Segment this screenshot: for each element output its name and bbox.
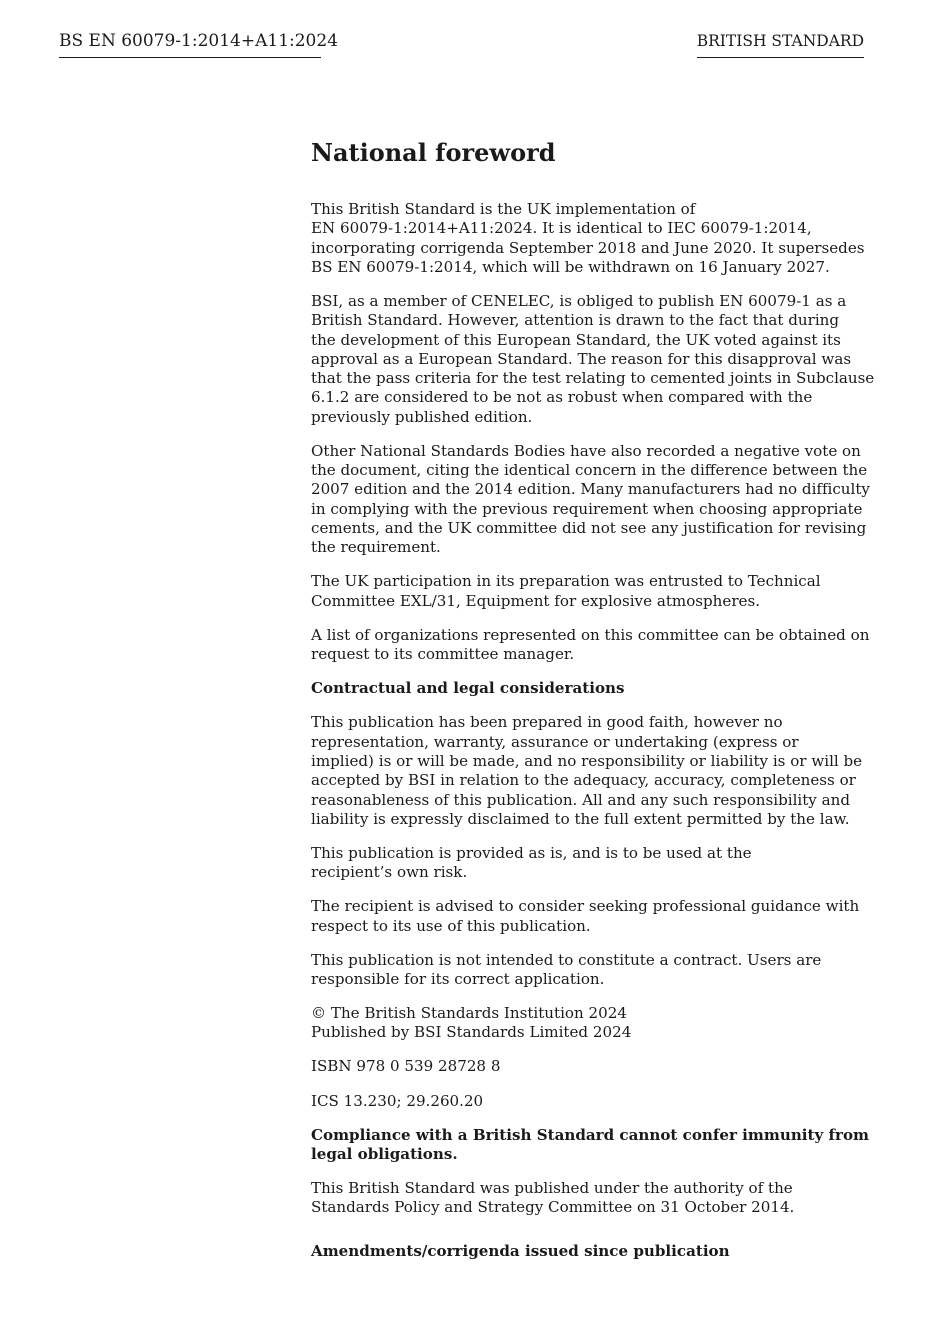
text-line: Amendments/corrigenda issued since publication <box>311 1241 730 1260</box>
text-line: This British Standard was published under the authority of the <box>311 1179 793 1198</box>
text-line: ICS 13.230; 29.260.20 <box>311 1091 484 1110</box>
text-line: recipient’s own risk. <box>311 863 468 882</box>
paragraph <box>311 1004 867 1043</box>
paragraph <box>311 441 870 558</box>
text-line: Contractual and legal considerations <box>311 679 625 698</box>
header-publisher-label: BRITISH STANDARD <box>697 31 864 58</box>
text-line: © The British Standards Institution 2024 <box>311 1004 627 1023</box>
paragraph <box>311 1057 867 1076</box>
foreword-content <box>311 138 875 1276</box>
section-heading <box>311 679 867 698</box>
text-line: incorporating corrigenda September 2018 and June 2020. It supersedes <box>311 238 865 257</box>
paragraph <box>311 572 867 611</box>
text-line: The recipient is advised to consider seeking professional guidance with <box>311 897 860 916</box>
text-line: respect to its use of this publication. <box>311 916 591 935</box>
text-line: that the pass criteria for the test relating to cemented joints in Subclause <box>311 369 875 388</box>
text-line: approval as a European Standard. The reason for this disapproval was <box>311 349 852 368</box>
text-line: legal obligations. <box>311 1144 458 1163</box>
text-line: BSI, as a member of CENELEC, is obliged to publish EN 60079-1 as a <box>311 291 847 310</box>
text-line: Other National Standards Bodies have also recorded a negative vote on <box>311 441 861 460</box>
text-line: A list of organizations represented on this committee can be obtained on <box>311 625 870 644</box>
text-line: the development of this European Standard, the UK voted against its <box>311 330 841 349</box>
text-line: the requirement. <box>311 538 441 557</box>
text-line: ISBN 978 0 539 28728 8 <box>311 1057 501 1076</box>
text-line: Committee EXL/31, Equipment for explosive atmospheres. <box>311 591 761 610</box>
text-line: accepted by BSI in relation to the adequacy, accuracy, completeness or <box>311 771 856 790</box>
text-line: in complying with the previous requirement when choosing appropriate <box>311 499 863 518</box>
text-line: This British Standard is the UK implementation of <box>311 200 696 218</box>
page-title: National foreword <box>311 138 556 167</box>
text-line: Published by BSI Standards Limited 2024 <box>311 1023 632 1042</box>
paragraph <box>311 951 867 990</box>
text-line: representation, warranty, assurance or undertaking (express or <box>311 732 799 751</box>
paragraph <box>311 713 867 829</box>
text-line: This publication is not intended to constitute a contract. Users are <box>311 950 822 969</box>
paragraph <box>311 844 867 883</box>
text-line: Compliance with a British Standard cannot confer immunity from <box>311 1125 870 1144</box>
text-line: The UK participation in its preparation was entrusted to Technical <box>311 572 821 591</box>
paragraph <box>311 897 867 936</box>
text-line: This publication is provided as is, and is to be used at the <box>311 843 752 862</box>
text-line: request to its committee manager. <box>311 645 575 664</box>
text-line: previously published edition. <box>311 407 533 426</box>
paragraph <box>311 200 867 277</box>
text-line: British Standard. However, attention is drawn to the fact that during <box>311 311 840 330</box>
paragraph <box>311 1179 867 1218</box>
section-heading <box>311 1125 870 1165</box>
text-line: 2007 edition and the 2014 edition. Many manufacturers had no difficulty <box>311 480 870 499</box>
text-line: EN 60079-1:2014+A11:2024. It is identical to IEC 60079-1:2014, <box>311 219 812 238</box>
paragraph <box>311 1092 867 1111</box>
text-line: This publication has been prepared in good faith, however no <box>311 713 783 732</box>
paragraph <box>311 291 875 427</box>
text-line: BS EN 60079-1:2014, which will be withdrawn on 16 January 2027. <box>311 257 830 276</box>
text-line: responsible for its correct application. <box>311 969 605 988</box>
text-line: reasonableness of this publication. All and any such responsibility and <box>311 790 851 809</box>
text-line: the document, citing the identical concern in the difference between the <box>311 461 868 480</box>
section-heading <box>311 1242 867 1261</box>
paragraph <box>311 625 870 665</box>
header-document-id: BS EN 60079-1:2014+A11:2024 <box>59 31 321 58</box>
paragraph-list <box>311 200 875 1261</box>
text-line: Standards Policy and Strategy Committee on 31 October 2014. <box>311 1198 795 1217</box>
text-line: implied) is or will be made, and no responsibility or liability is or will be <box>311 751 863 770</box>
text-line: cements, and the UK committee did not see any justification for revising <box>311 519 867 538</box>
text-line: 6.1.2 are considered to be not as robust when compared with the <box>311 388 813 407</box>
text-line: liability is expressly disclaimed to the full extent permitted by the law. <box>311 809 850 828</box>
